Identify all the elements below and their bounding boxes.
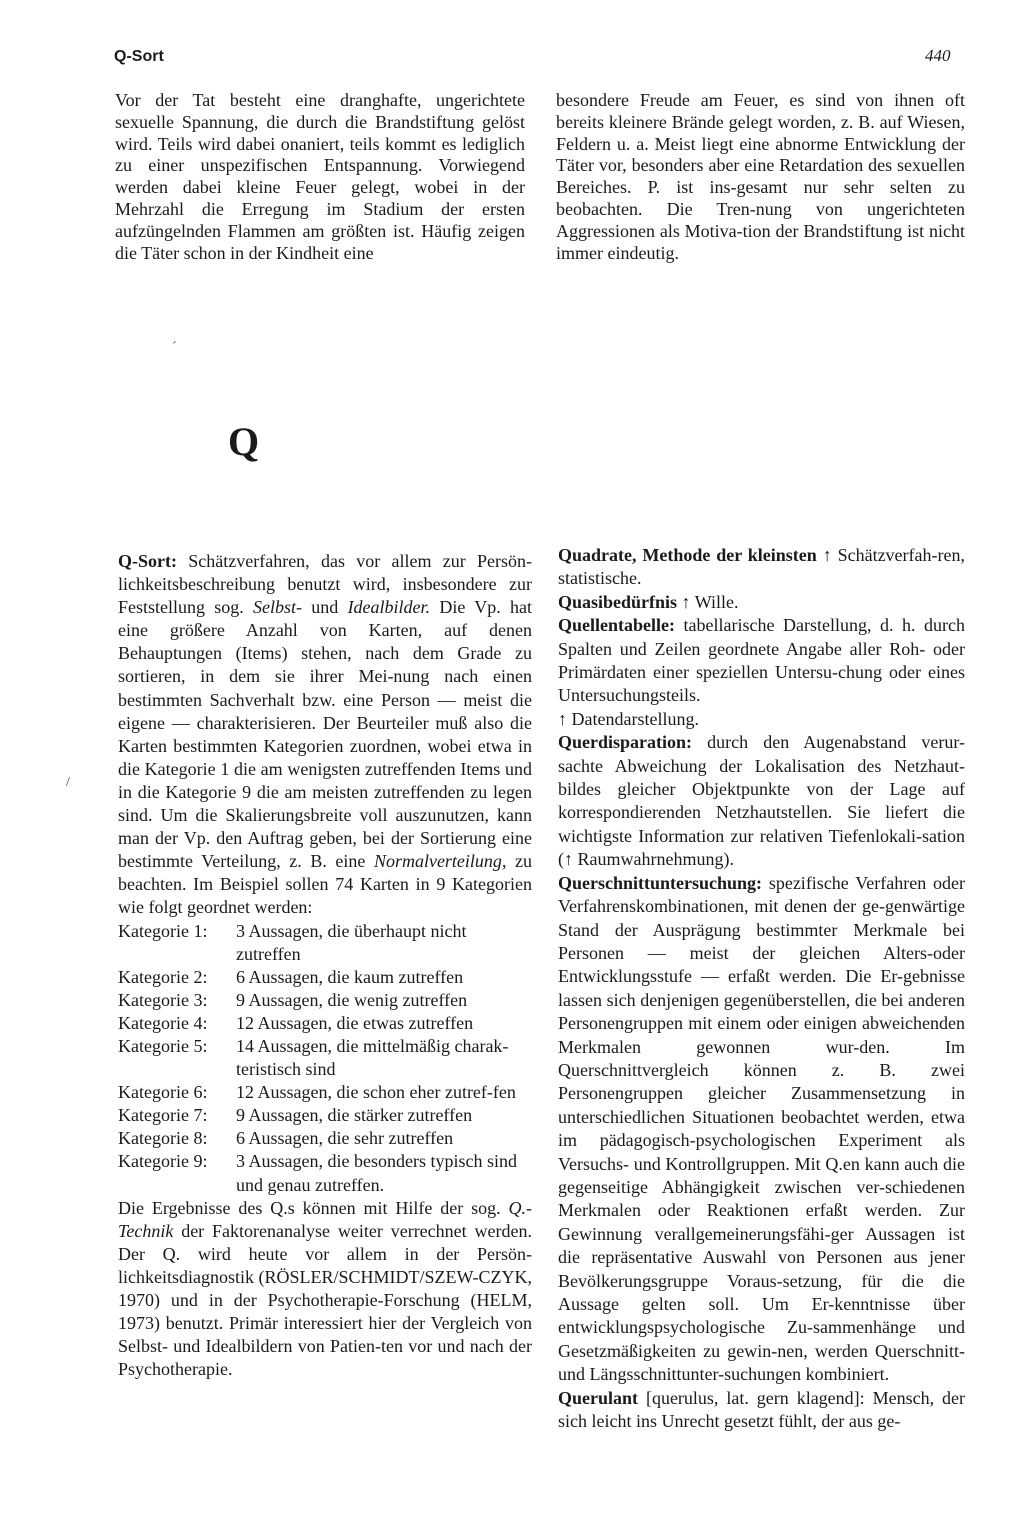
entry-quellentabelle-ref: ↑ Datendarstellung.: [558, 708, 699, 729]
category-desc: 9 Aussagen, die wenig zutreffen: [236, 989, 468, 1010]
qsort-outro-italic: Q.-Technik: [118, 1197, 532, 1241]
entry-quellentabelle: [558, 614, 965, 708]
entry-querulant: [558, 1387, 965, 1434]
continued-text-left: Vor der Tat besteht eine dranghafte, ungerichtete sexuelle Spannung, die durch die Brandstiftung gelöst wird. Teils wird dabei onaniert, teils kommt es lediglich zu einer unspezifischen Entspannung. Vorwiegend werden dabei kleine Feuer gelegt, wobei in der Mehrzahl die Erregung im Stadium der ersten aufzüngelnden Flammen am größten ist. Häufig zeigen die Täter schon in der Kindheit eine: [115, 90, 525, 263]
entry-text: durch den Augenabstand verur-sachte Abweichung der Lokalisation des Netzhaut-bildes gleicher Objektpunkte von der Lage auf korrespondierenden Netzhautstellen. Sie liefert die wichtigste Information zur relativen Tiefenlokali-sation (↑ Raumwahrnehmung).: [558, 732, 965, 870]
entry-term: Quellentabelle:: [558, 615, 675, 636]
entry-term: Querschnittuntersuchung:: [558, 872, 763, 893]
entry-quadrate: [558, 544, 965, 591]
category-row: [118, 1012, 532, 1035]
entry-term: Querulant: [558, 1387, 639, 1408]
entry-text: [querulus, lat. gern klagend]: Mensch, der sich leicht ins Unrecht gesetzt fühlt, der aus ge-: [558, 1387, 965, 1432]
category-desc: 12 Aussagen, die etwas zutreffen: [236, 1012, 474, 1033]
entry-quasibeduerfnis: [558, 591, 965, 614]
category-row: [118, 1150, 532, 1196]
qsort-entry-column: [118, 550, 532, 1381]
category-desc: 3 Aussagen, die besonders typisch sind und genau zutreffen.: [236, 1151, 517, 1195]
entry-querdisparation: [558, 731, 965, 871]
entry-text: spezifische Verfahren oder Verfahrenskombinationen, mit denen der ge-genwärtige Stand der Ausprägung bestimmter Merkmale bei Personen — meist der gleichen Alters-oder Entwicklungsstufe — erfaßt werden. Die Er-gebnisse lassen sich denjenigen gegenüberstellen, die bei anderen Personengruppen mit einem oder einigen abweichenden Merkmalen gewonnen wur-den. Im Querschnittvergleich können z. B. zwei Personengruppen gleicher Zusammensetzung in unterschiedlichen Situationen beobachtet werden, etwa im pädagogisch-psychologischen Experiment als Versuchs- und Kontrollgruppen. Mit Q.en kann auch die gegenseitige Abhängigkeit zwischen ver-schiedenen Merkmalen oder Reaktionen erfaßt werden. Zur Gewinnung verallgemeinerungsfähi-ger Aussagen ist die repräsentative Auswahl von Personen aus jener Bevölkerungsgruppe Voraus-setzung, für die die Aussage gelten soll. Um Er-kenntnisse über entwicklungspsychologische Zu-sammenhänge und Gesetzmäßigkeiten zu gewin-nen, werden Querschnitt- und Längsschnittunter-suchungen kombiniert.: [558, 872, 965, 1385]
category-label: Kategorie 7:: [118, 1105, 208, 1126]
category-desc: 9 Aussagen, die stärker zutreffen: [236, 1105, 473, 1126]
category-desc: 6 Aussagen, die sehr zutreffen: [236, 1128, 454, 1149]
category-row: [118, 989, 532, 1012]
entry-querschnittuntersuchung: [558, 872, 965, 1387]
scan-mark: /: [66, 775, 70, 790]
category-label: Kategorie 2:: [118, 966, 208, 987]
page-number: 440: [925, 46, 951, 65]
top-right-column: [556, 90, 965, 264]
qsort-entry-intro: [118, 550, 532, 920]
right-entries-column: [558, 544, 965, 1433]
category-label: Kategorie 6:: [118, 1082, 208, 1103]
qsort-intro-italic-selbst: Selbst-: [253, 597, 303, 618]
entry-term: Querdisparation:: [558, 732, 693, 753]
section-letter: Q: [228, 419, 260, 464]
qsort-intro-text-d: , zu beachten. Im Beispiel sollen 74 Karten in 9 Kategorien wie folgt geordnet werden:: [118, 851, 532, 918]
category-label: Kategorie 8:: [118, 1128, 208, 1149]
qsort-intro-italic-normalverteilung: Normalverteilung: [373, 851, 502, 872]
category-row: [118, 1127, 532, 1150]
category-row: [118, 966, 532, 989]
category-row: [118, 1035, 532, 1081]
category-desc: 6 Aussagen, die kaum zutreffen: [236, 966, 464, 987]
category-label: Kategorie 9:: [118, 1151, 208, 1172]
category-row: [118, 1104, 532, 1127]
scan-mark: ˊ: [172, 340, 177, 355]
qsort-intro-text-a: Schätzverfahren, das vor allem zur Persön-lichkeitsbeschreibung benutzt wird, insbesondere zur Feststellung sog.: [118, 551, 532, 618]
entry-term-qsort: Q-Sort:: [118, 551, 177, 571]
qsort-intro-italic-idealbilder: Idealbilder.: [347, 597, 431, 618]
category-desc: 12 Aussagen, die schon eher zutref-fen: [236, 1082, 516, 1103]
category-row: [118, 1081, 532, 1104]
entry-text: ↑ Schätzverfah-ren, statistische.: [558, 545, 965, 589]
category-row: [118, 920, 532, 966]
entry-text: tabellarische Darstellung, d. h. durch Spalten und Zeilen geordnete Angabe aller Roh- oder Primärdaten einer speziellen Untersu-chung oder eines Untersuchungsteils.: [558, 615, 965, 706]
entry-text: ↑ Wille.: [677, 591, 739, 612]
category-desc: 3 Aussagen, die überhaupt nicht zutreffen: [236, 920, 467, 964]
continued-text-right: besondere Freude am Feuer, es sind von ihnen oft bereits kleinere Brände gelegt worden, z. B. auf Wiesen, Feldern u. a. Meist liegt eine abnorme Entwicklung der Täter vor, besonders aber eine Retardation des sexuellen Bereiches. P. ist ins-gesamt nur sehr selten zu beobachten. Die Tren-nung von ungerichteten Aggressionen als Motiva-tion der Brandstiftung ist nicht immer eindeutig.: [556, 90, 965, 263]
running-head: Q-Sort: [114, 48, 164, 65]
qsort-outro-text-a: Die Ergebnisse des Q.s können mit Hilfe der sog.: [118, 1197, 509, 1218]
entry-term: Quadrate, Methode der kleinsten: [558, 545, 817, 565]
category-label: Kategorie 5:: [118, 1035, 208, 1056]
qsort-outro-text-b: der Faktorenanalyse weiter verrechnet werden. Der Q. wird heute vor allem in der Persön-lichkeitsdiagnostik (RÖSLER/SCHMIDT/SZEW-CZYK, 1970) und in der Psychotherapie-Forschung (HELM, 1973) benutzt. Primär interessiert hier der Vergleich von Selbst- und Idealbildern von Patien-ten vor und nach der Psychotherapie.: [118, 1220, 532, 1380]
top-left-column: [115, 90, 525, 264]
category-label: Kategorie 4:: [118, 1012, 208, 1033]
qsort-entry-outro: [118, 1197, 532, 1382]
category-desc: 14 Aussagen, die mittelmäßig charak-teristisch sind: [236, 1035, 509, 1080]
qsort-intro-text-c: Die Vp. hat eine größere Anzahl von Karten, auf denen Behauptungen (Items) stehen, nach dem Grade zu sortieren, in dem sie ihrer Mei-nung nach einen bestimmten Sachverhalt bzw. eine Person — meist die eigene — charakterisieren. Der Beurteiler muß also die Karten bestimmten Kategorien zuordnen, wobei etwa in die Kategorie 1 die am wenigsten zutreffenden Items und in die Kategorie 9 die am meisten zutreffenden zu legen sind. Um die Skalierungsbreite voll auszunutzen, kann man der Vp. den Auftrag geben, bei der Sortierung eine bestimmte Verteilung, z. B. eine: [118, 597, 532, 872]
category-label: Kategorie 1:: [118, 920, 208, 941]
entry-term: Quasibedürfnis: [558, 591, 678, 612]
category-label: Kategorie 3:: [118, 989, 208, 1010]
qsort-intro-text-b: und: [302, 597, 348, 618]
